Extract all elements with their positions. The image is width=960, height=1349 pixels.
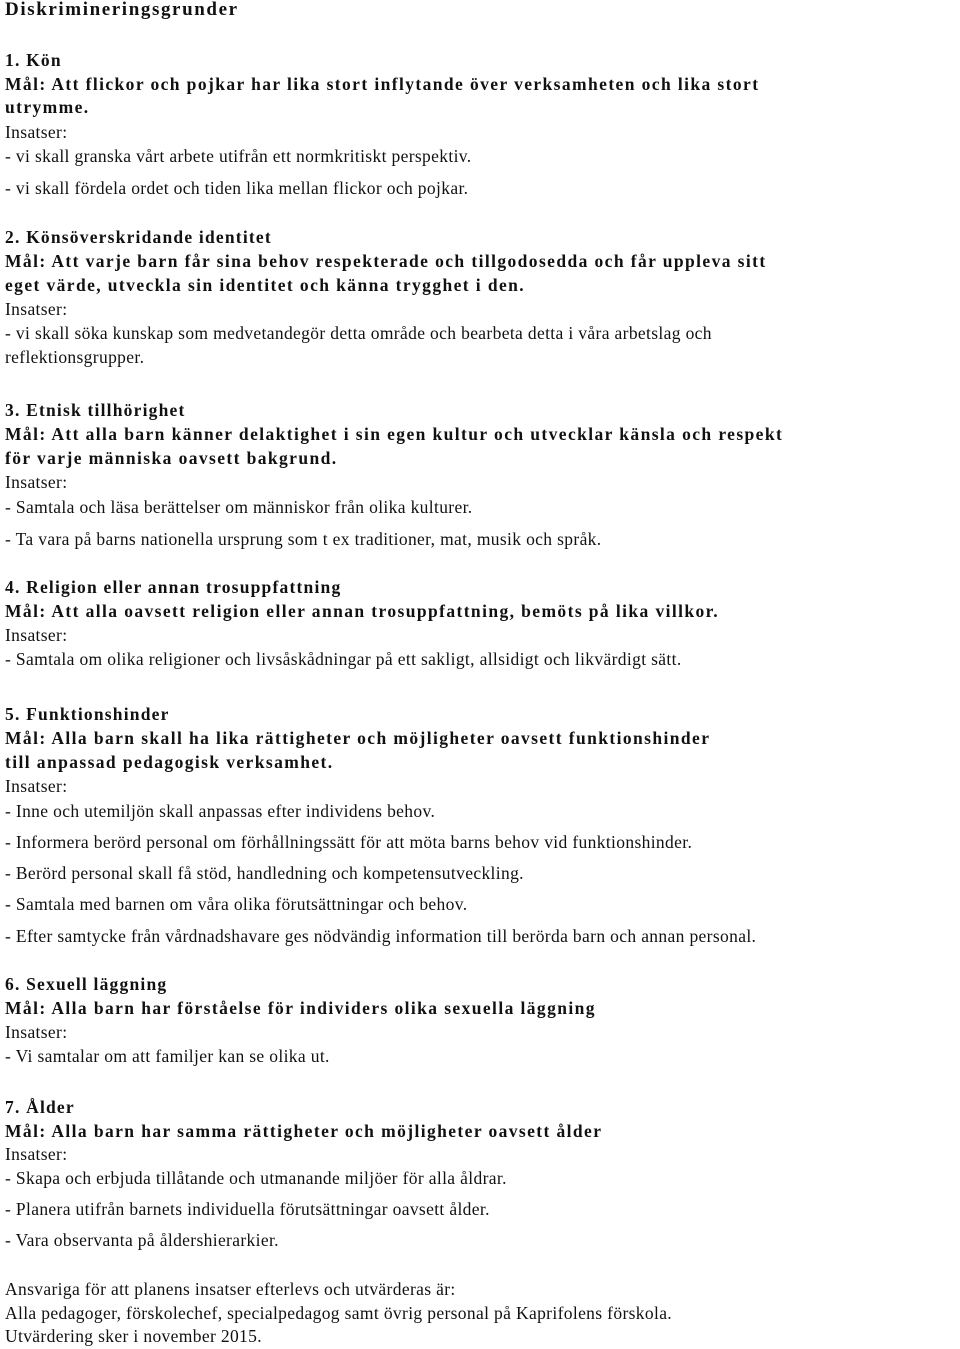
insats-item: - Inne och utemiljön skall anpassas efter individens behov. xyxy=(5,801,436,821)
section-goal-line: eget värde, utveckla sin identitet och känna trygghet i den. xyxy=(5,275,526,295)
insats-item: - Efter samtycke från vårdnadshavare ges nödvändig information till berörda barn och annan personal. xyxy=(5,926,757,946)
section-heading-etnisk: 3. Etnisk tillhörighet xyxy=(5,400,186,420)
insats-item: - Samtala och läsa berättelser om människor från olika kulturer. xyxy=(5,497,473,517)
insats-item: - Vi samtalar om att familjer kan se olika ut. xyxy=(5,1046,330,1066)
footer-responsible-list: Alla pedagoger, förskolechef, specialpedagog samt övrig personal på Kaprifolens förskola. xyxy=(5,1303,673,1323)
insats-item: - vi skall söka kunskap som medvetandegör detta område och bearbeta detta i våra arbetslag och xyxy=(5,323,712,343)
insats-item: - Berörd personal skall få stöd, handledning och kompetensutveckling. xyxy=(5,863,524,883)
insats-item: reflektionsgrupper. xyxy=(5,347,145,367)
insats-item: - Planera utifrån barnets individuella förutsättningar oavsett ålder. xyxy=(5,1199,490,1219)
section-goal-line: utrymme. xyxy=(5,97,90,117)
insats-item: - Samtala om olika religioner och livsåskådningar på ett sakligt, allsidigt och likvärdigt sätt. xyxy=(5,649,682,669)
section-heading-religion: 4. Religion eller annan trosuppfattning xyxy=(5,577,342,597)
insats-item: - Vara observanta på åldershierarkier. xyxy=(5,1230,279,1250)
footer-responsible-heading: Ansvariga för att planens insatser efterlevs och utvärderas är: xyxy=(5,1279,456,1299)
footer-evaluation-date: Utvärdering sker i november 2015. xyxy=(5,1326,262,1346)
insatser-label: Insatser: xyxy=(5,1022,68,1042)
insats-item: - vi skall granska vårt arbete utifrån ett normkritiskt perspektiv. xyxy=(5,146,472,166)
section-goal-line: Mål: Att alla barn känner delaktighet i sin egen kultur och utvecklar känsla och respekt xyxy=(5,424,784,444)
insats-item: - Ta vara på barns nationella ursprung som t ex traditioner, mat, musik och språk. xyxy=(5,529,602,549)
insatser-label: Insatser: xyxy=(5,122,68,142)
section-goal-line: till anpassad pedagogisk verksamhet. xyxy=(5,752,334,772)
section-goal-line: Mål: Alla barn skall ha lika rättigheter och möjligheter oavsett funktionshinder xyxy=(5,728,711,748)
insatser-label: Insatser: xyxy=(5,299,68,319)
section-goal-line: Mål: Alla barn har förståelse för individers olika sexuella läggning xyxy=(5,998,596,1018)
section-heading-alder: 7. Ålder xyxy=(5,1097,75,1117)
section-goal-line: Mål: Att flickor och pojkar har lika stort inflytande över verksamheten och lika stort xyxy=(5,74,760,94)
section-heading-sexuell: 6. Sexuell läggning xyxy=(5,974,168,994)
insats-item: - Informera berörd personal om förhållningssätt för att möta barns behov vid funktionshinder. xyxy=(5,832,693,852)
insats-item: - vi skall fördela ordet och tiden lika mellan flickor och pojkar. xyxy=(5,178,469,198)
section-heading-identitet: 2. Könsöverskridande identitet xyxy=(5,227,272,247)
document-title: Diskrimineringsgrunder xyxy=(5,0,239,20)
section-heading-kon: 1. Kön xyxy=(5,50,62,70)
insatser-label: Insatser: xyxy=(5,625,68,645)
section-goal-line: Mål: Alla barn har samma rättigheter och möjligheter oavsett ålder xyxy=(5,1121,603,1141)
insats-item: - Samtala med barnen om våra olika förutsättningar och behov. xyxy=(5,894,468,914)
section-heading-funktionshinder: 5. Funktionshinder xyxy=(5,704,170,724)
insatser-label: Insatser: xyxy=(5,472,68,492)
section-goal-line: Mål: Att varje barn får sina behov respekterade och tillgodosedda och får uppleva sitt xyxy=(5,251,767,271)
insatser-label: Insatser: xyxy=(5,776,68,796)
insatser-label: Insatser: xyxy=(5,1144,68,1164)
section-goal-line: för varje människa oavsett bakgrund. xyxy=(5,448,338,468)
insats-item: - Skapa och erbjuda tillåtande och utmanande miljöer för alla åldrar. xyxy=(5,1168,507,1188)
section-goal-line: Mål: Att alla oavsett religion eller annan trosuppfattning, bemöts på lika villkor. xyxy=(5,601,719,621)
